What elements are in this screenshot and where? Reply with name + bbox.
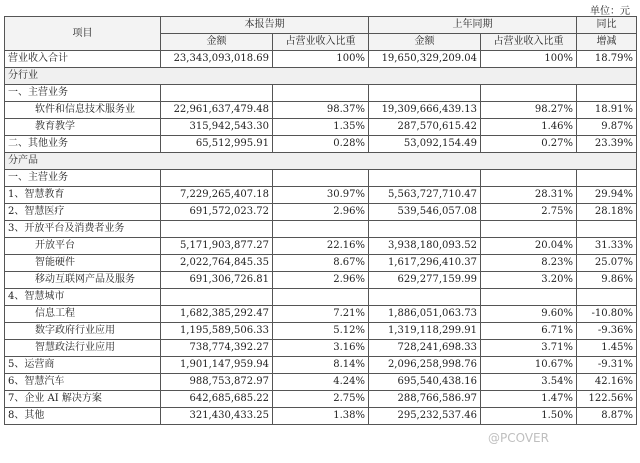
cell-cur-pct: 2.96%	[273, 272, 369, 289]
table-row	[5, 323, 637, 340]
section-row	[5, 68, 637, 85]
cell-prev-pct: 2.75%	[481, 204, 577, 221]
header-yoy: 同比	[577, 17, 637, 34]
cell-prev: 629,277,159.99	[369, 272, 481, 289]
cell-prev: 1,617,296,410.37	[369, 255, 481, 272]
header-ratio-prior: 占营业收入比重	[481, 34, 577, 51]
header-amount-current: 金额	[161, 34, 273, 51]
cell-yoy: 9.86%	[577, 272, 637, 289]
cell-cur-pct: 30.97%	[273, 187, 369, 204]
cell-yoy: -10.80%	[577, 306, 637, 323]
cell-cur-pct: 8.14%	[273, 357, 369, 374]
cell-cur: 988,753,872.97	[161, 374, 273, 391]
table-row	[5, 391, 637, 408]
cell-cur: 315,942,543.30	[161, 119, 273, 136]
table-header	[5, 17, 637, 51]
row-label: 4、智慧城市	[5, 289, 161, 306]
cell-cur-pct: 1.38%	[273, 408, 369, 425]
table-row	[5, 170, 637, 187]
cell-prev-pct	[481, 85, 577, 102]
row-label: 8、其他	[5, 408, 161, 425]
table-row	[5, 187, 637, 204]
cell-cur: 321,430,433.25	[161, 408, 273, 425]
watermark: @PCOVER	[488, 431, 549, 445]
row-label: 信息工程	[5, 306, 161, 323]
unit-label: 单位：元	[590, 6, 630, 17]
section-row	[5, 153, 637, 170]
cell-yoy: 1.45%	[577, 340, 637, 357]
cell-prev-pct: 28.31%	[481, 187, 577, 204]
table-row	[5, 306, 637, 323]
cell-cur	[161, 289, 273, 306]
table-body	[5, 51, 637, 425]
cell-yoy: 23.39%	[577, 136, 637, 153]
cell-prev: 53,092,154.49	[369, 136, 481, 153]
cell-yoy: 31.33%	[577, 238, 637, 255]
cell-prev: 695,540,438.16	[369, 374, 481, 391]
cell-cur-pct: 0.28%	[273, 136, 369, 153]
table-row	[5, 289, 637, 306]
row-label: 2、智慧医疗	[5, 204, 161, 221]
cell-cur: 738,774,392.27	[161, 340, 273, 357]
cell-cur-pct: 22.16%	[273, 238, 369, 255]
cell-prev-pct	[481, 221, 577, 238]
row-label: 开放平台	[5, 238, 161, 255]
cell-yoy: 122.56%	[577, 391, 637, 408]
row-label: 7、企业 AI 解决方案	[5, 391, 161, 408]
section-title: 分产品	[5, 153, 637, 170]
cell-cur: 691,572,023.72	[161, 204, 273, 221]
total-row	[5, 51, 637, 68]
cell-prev-pct: 0.27%	[481, 136, 577, 153]
row-label: 一、主营业务	[5, 85, 161, 102]
cell-cur: 2,022,764,845.35	[161, 255, 273, 272]
row-label: 一、主营业务	[5, 170, 161, 187]
cell-prev: 728,241,698.33	[369, 340, 481, 357]
cell-cur: 642,685,685.22	[161, 391, 273, 408]
header-change: 增减	[577, 34, 637, 51]
total-label: 营业收入合计	[5, 51, 161, 68]
cell-yoy	[577, 85, 637, 102]
cell-cur-pct: 4.24%	[273, 374, 369, 391]
total-cur-pct: 100%	[273, 51, 369, 68]
table-row	[5, 357, 637, 374]
table-row	[5, 340, 637, 357]
total-cur: 23,343,093,018.69	[161, 51, 273, 68]
cell-prev	[369, 289, 481, 306]
cell-yoy: -9.31%	[577, 357, 637, 374]
cell-prev: 1,319,118,299.91	[369, 323, 481, 340]
cell-prev	[369, 170, 481, 187]
row-label: 移动互联网产品及服务	[5, 272, 161, 289]
cell-prev: 19,309,666,439.13	[369, 102, 481, 119]
cell-cur-pct: 2.75%	[273, 391, 369, 408]
row-label: 智能硬件	[5, 255, 161, 272]
row-label: 数字政府行业应用	[5, 323, 161, 340]
cell-prev-pct: 9.60%	[481, 306, 577, 323]
cell-cur: 691,306,726.81	[161, 272, 273, 289]
cell-cur-pct	[273, 221, 369, 238]
row-label: 3、开放平台及消费者业务	[5, 221, 161, 238]
header-item: 项目	[5, 17, 161, 51]
cell-yoy	[577, 289, 637, 306]
header-amount-prior: 金额	[369, 34, 481, 51]
cell-prev: 287,570,615.42	[369, 119, 481, 136]
table-row	[5, 119, 637, 136]
cell-prev: 539,546,057.08	[369, 204, 481, 221]
row-label: 6、智慧汽车	[5, 374, 161, 391]
cell-prev-pct	[481, 289, 577, 306]
table-row	[5, 204, 637, 221]
cell-prev: 288,766,586.97	[369, 391, 481, 408]
cell-prev-pct: 1.46%	[481, 119, 577, 136]
cell-prev-pct: 10.67%	[481, 357, 577, 374]
cell-yoy	[577, 221, 637, 238]
table-row	[5, 255, 637, 272]
cell-prev-pct: 20.04%	[481, 238, 577, 255]
table-row	[5, 238, 637, 255]
header-ratio-current: 占营业收入比重	[273, 34, 369, 51]
cell-prev-pct: 8.23%	[481, 255, 577, 272]
table-row	[5, 374, 637, 391]
cell-yoy: 42.16%	[577, 374, 637, 391]
cell-cur-pct: 5.12%	[273, 323, 369, 340]
cell-prev-pct: 3.54%	[481, 374, 577, 391]
cell-yoy: 9.87%	[577, 119, 637, 136]
cell-prev-pct: 3.20%	[481, 272, 577, 289]
total-prev-pct: 100%	[481, 51, 577, 68]
row-label: 教育教学	[5, 119, 161, 136]
table-row	[5, 102, 637, 119]
cell-yoy: 18.91%	[577, 102, 637, 119]
cell-prev: 295,232,537.46	[369, 408, 481, 425]
cell-cur	[161, 170, 273, 187]
header-current-period: 本报告期	[161, 17, 369, 34]
cell-yoy: 28.18%	[577, 204, 637, 221]
cell-cur-pct: 2.96%	[273, 204, 369, 221]
cell-cur: 1,682,385,292.47	[161, 306, 273, 323]
cell-cur: 1,901,147,959.94	[161, 357, 273, 374]
cell-cur: 5,171,903,877.27	[161, 238, 273, 255]
cell-prev-pct: 1.50%	[481, 408, 577, 425]
row-label: 软件和信息技术服务业	[5, 102, 161, 119]
cell-cur: 7,229,265,407.18	[161, 187, 273, 204]
cell-prev-pct: 1.47%	[481, 391, 577, 408]
cell-prev-pct: 98.27%	[481, 102, 577, 119]
cell-prev	[369, 85, 481, 102]
cell-prev	[369, 221, 481, 238]
cell-cur-pct: 3.16%	[273, 340, 369, 357]
cell-prev: 3,938,180,093.52	[369, 238, 481, 255]
row-label: 1、智慧教育	[5, 187, 161, 204]
cell-prev: 1,886,051,063.73	[369, 306, 481, 323]
cell-prev-pct: 3.71%	[481, 340, 577, 357]
cell-prev: 5,563,727,710.47	[369, 187, 481, 204]
total-prev: 19,650,329,209.04	[369, 51, 481, 68]
row-label: 5、运营商	[5, 357, 161, 374]
table-row	[5, 85, 637, 102]
total-yoy: 18.79%	[577, 51, 637, 68]
header-prior-period: 上年同期	[369, 17, 577, 34]
table-row	[5, 221, 637, 238]
cell-yoy: 29.94%	[577, 187, 637, 204]
cell-cur-pct	[273, 289, 369, 306]
cell-cur-pct: 8.67%	[273, 255, 369, 272]
table-row	[5, 408, 637, 425]
cell-prev-pct	[481, 170, 577, 187]
cell-cur: 1,195,589,506.33	[161, 323, 273, 340]
cell-prev: 2,096,258,998.76	[369, 357, 481, 374]
cell-cur-pct: 98.37%	[273, 102, 369, 119]
cell-cur	[161, 221, 273, 238]
cell-cur-pct	[273, 85, 369, 102]
cell-cur-pct: 7.21%	[273, 306, 369, 323]
cell-prev-pct: 6.71%	[481, 323, 577, 340]
cell-yoy: 25.07%	[577, 255, 637, 272]
cell-cur: 65,512,995.91	[161, 136, 273, 153]
cell-cur	[161, 85, 273, 102]
section-title: 分行业	[5, 68, 637, 85]
cell-cur: 22,961,637,479.48	[161, 102, 273, 119]
cell-cur-pct: 1.35%	[273, 119, 369, 136]
row-label: 二、其他业务	[5, 136, 161, 153]
cell-yoy: 8.87%	[577, 408, 637, 425]
table-row	[5, 136, 637, 153]
row-label: 智慧政法行业应用	[5, 340, 161, 357]
cell-cur-pct	[273, 170, 369, 187]
cell-yoy: -9.36%	[577, 323, 637, 340]
cell-yoy	[577, 170, 637, 187]
table-row	[5, 272, 637, 289]
revenue-table	[4, 16, 637, 425]
